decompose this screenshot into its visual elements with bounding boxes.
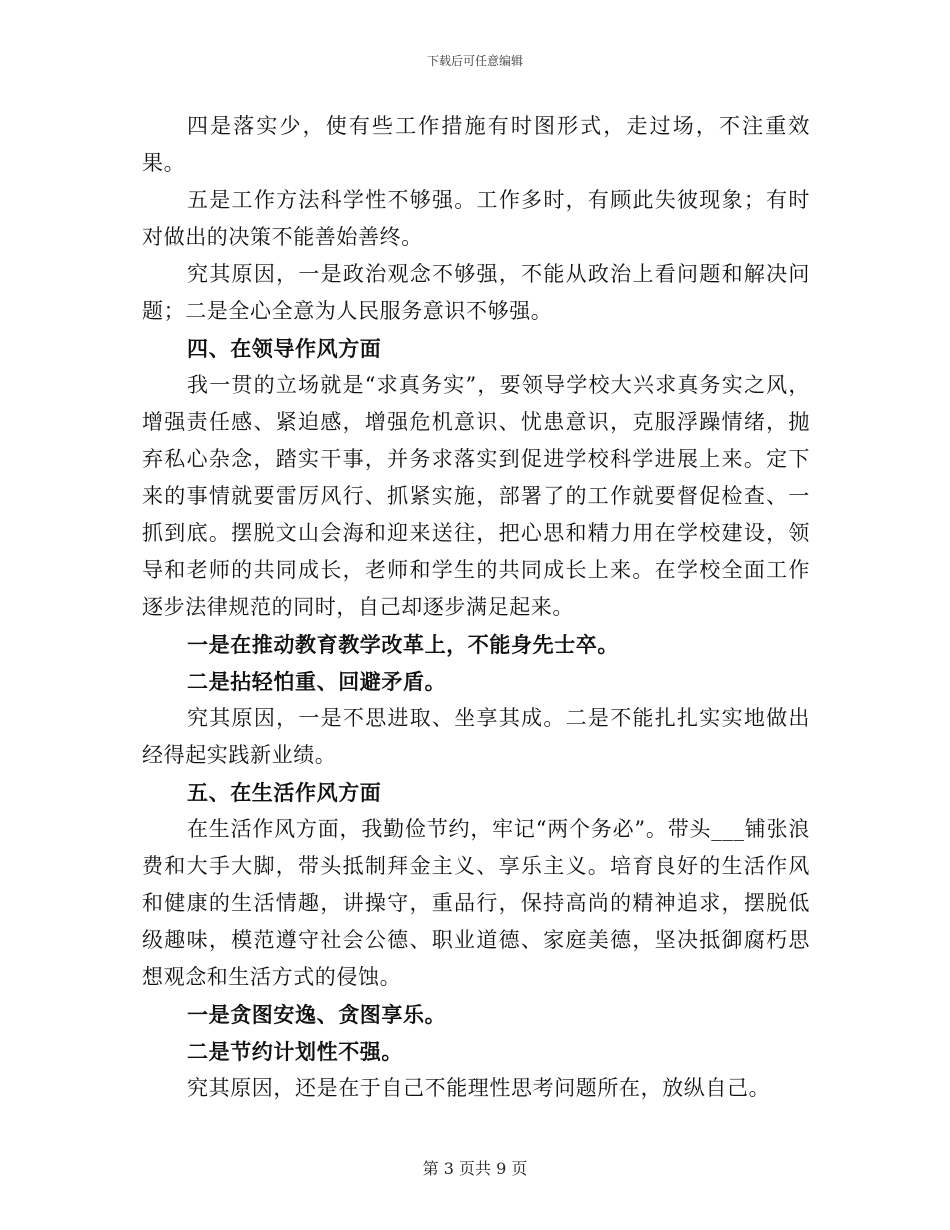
bold-point: 二是节约计划性不强。	[187, 1039, 403, 1064]
paragraph: 究其原因，一是不思进取、坐享其成。二是不能扎扎实实地做出经得起实践新业绩。	[142, 706, 810, 767]
document-body	[142, 108, 810, 1107]
paragraph: 五是工作方法科学性不够强。工作多时，有顾此失彼现象；有时对做出的决策不能善始善终。	[142, 188, 810, 249]
paragraph: 我一贯的立场就是“求真务实”，要领导学校大兴求真务实之风，增强责任感、紧迫感，增强危机意识、忧患意识，克服浮躁情绪，抛弃私心杂念，踏实干事，并务求落实到促进学校科学进展上来。定下来的事情就要雷厉风行、抓紧实施，部署了的工作就要督促检查、一抓到底。摆脱文山会海和迎来送往，把心思和精力用在学校建设，领导和老师的共同成长，老师和学生的共同成长上来。在学校全面工作逐步法律规范的同时，自己却逐步满足起来。	[142, 373, 810, 619]
paragraph: 四是落实少，使有些工作措施有时图形式，走过场，不注重效果。	[142, 114, 810, 175]
section-heading: 四、在领导作风方面	[187, 336, 382, 361]
paragraph: 究其原因，还是在于自己不能理性思考问题所在，放纵自己。	[187, 1076, 771, 1100]
paragraph: 在生活作风方面，我勤俭节约，牢记“两个务必”。带头___铺张浪费和大手大脚，带头抵制拜金主义、享乐主义。培育良好的生活作风和健康的生活情趣，讲操守，重品行，保持高尚的精神追求，摆脱低级趣味，模范遵守社会公德、职业道德、家庭美德，坚决抵御腐朽思想观念和生活方式的侵蚀。	[142, 817, 810, 989]
page-header: 下载后可任意编辑	[426, 54, 523, 68]
section-heading: 五、在生活作风方面	[187, 780, 382, 805]
bold-point: 一是贪图安逸、贪图享乐。	[187, 1002, 447, 1027]
bold-point: 二是拈轻怕重、回避矛盾。	[187, 669, 447, 694]
page-number: 第 3 页共 9 页	[422, 1159, 528, 1178]
paragraph: 究其原因，一是政治观念不够强，不能从政治上看问题和解决问题；二是全心全意为人民服务意识不够强。	[142, 262, 810, 323]
bold-point: 一是在推动教育教学改革上，不能身先士卒。	[187, 632, 619, 657]
